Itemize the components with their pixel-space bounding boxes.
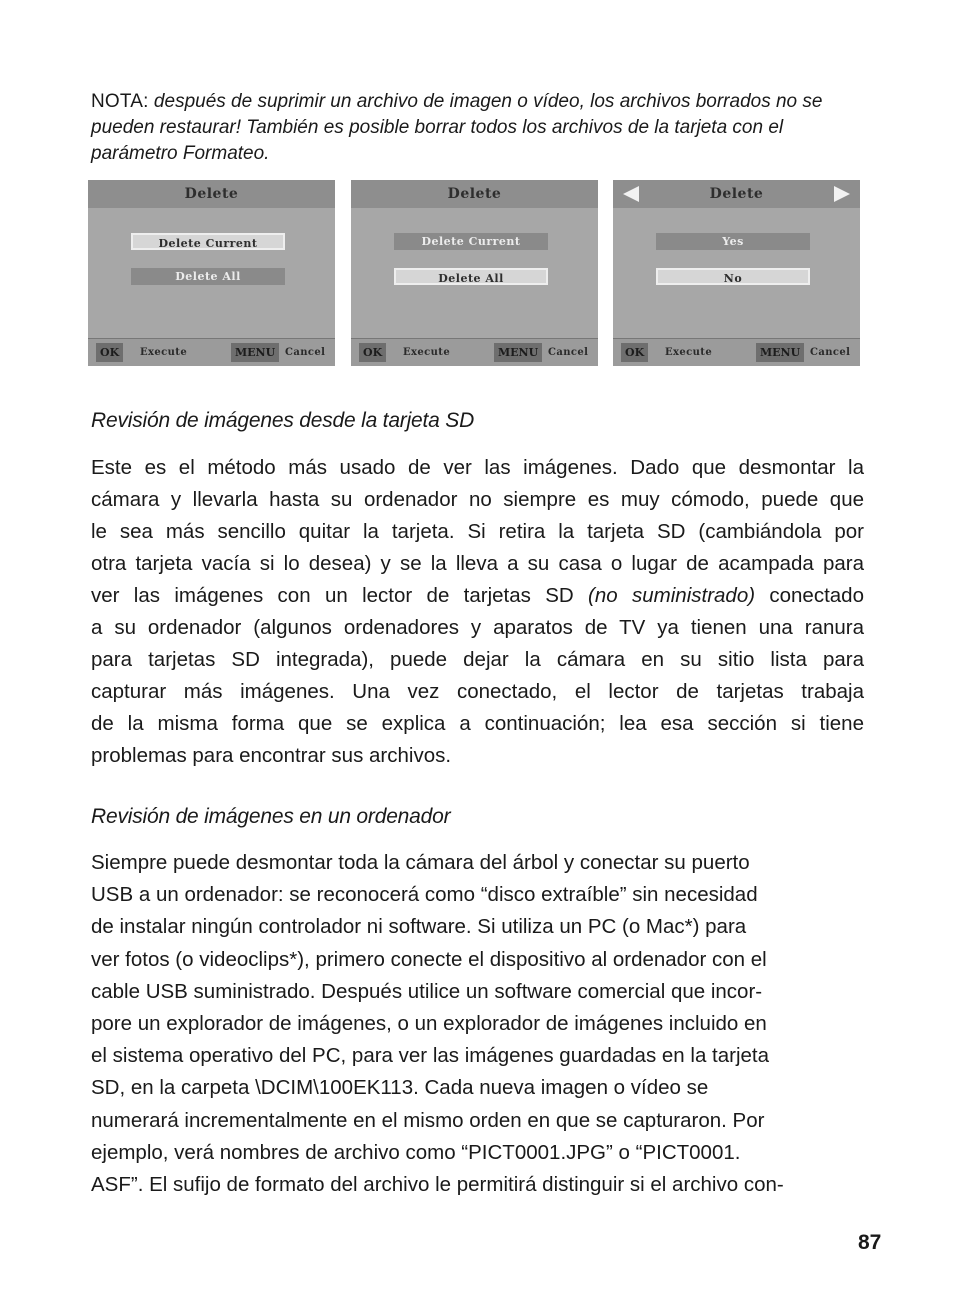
ok-key[interactable]: OK — [359, 343, 386, 362]
screen-title: Delete — [351, 180, 598, 208]
menu-key[interactable]: MENU — [756, 343, 804, 362]
text-line: de instalar ningún controlador ni software. Si utiliza un PC (o Mac*) para — [91, 915, 747, 939]
cancel-label: Cancel — [285, 347, 326, 358]
section-heading-sd: Revisión de imágenes desde la tarjeta SD — [91, 409, 475, 432]
text-line: ejemplo, verá nombres de archivo como “PICT0001.JPG” o “PICT0001. — [91, 1140, 741, 1164]
text-line: le sea más sencillo quitar la tarjeta. Si retira la tarjeta SD (cambiándola por — [91, 520, 864, 543]
menu-key[interactable]: MENU — [494, 343, 542, 362]
text-line: capturar más imágenes. Una vez conectado, el lector de tarjetas trabaja — [91, 680, 864, 703]
option-delete-current[interactable]: Delete Current — [394, 233, 548, 250]
screen-footer — [613, 338, 860, 366]
text-line: numerará incrementalmente en el mismo orden en que se capturaron. Por — [91, 1108, 765, 1132]
arrow-right-icon[interactable] — [834, 186, 850, 202]
text-italic-segment: (no suministrado) — [588, 584, 756, 607]
text-segment: ver las imágenes con un lector de tarjetas SD — [91, 584, 589, 607]
text-line: cable USB suministrado. Después utilice un software comercial que incor- — [91, 979, 763, 1003]
text-line: problemas para encontrar sus archivos. — [91, 744, 452, 767]
option-delete-current[interactable]: Delete Current — [131, 233, 285, 250]
delete-screen-3 — [613, 180, 860, 366]
text-line: Siempre puede desmontar toda la cámara del árbol y conectar su puerto — [91, 851, 750, 874]
option-delete-all[interactable]: Delete All — [394, 268, 548, 285]
option-yes[interactable]: Yes — [656, 233, 810, 250]
text-line: cámara y llevarla hasta su ordenador no siempre es muy cómodo, puede que — [91, 488, 864, 511]
execute-label: Execute — [140, 347, 188, 358]
screen-title: Delete — [88, 180, 335, 208]
execute-label: Execute — [665, 347, 713, 358]
page-number: 87 — [858, 1231, 882, 1254]
text-line: Este es el método más usado de ver las imágenes. Dado que desmontar la — [91, 456, 864, 479]
screen-footer — [351, 338, 598, 366]
screen-title: Delete — [613, 180, 860, 208]
text-line: para tarjetas SD integrada), puede dejar la cámara en su sitio lista para — [91, 648, 864, 671]
text-line: ver fotos (o videoclips*), primero conecte el dispositivo al ordenador con el — [91, 947, 767, 971]
text-segment: conectado — [755, 584, 864, 607]
execute-label: Execute — [403, 347, 451, 358]
note-label: NOTA: — [91, 91, 149, 112]
delete-screen-2 — [351, 180, 598, 366]
option-delete-all[interactable]: Delete All — [131, 268, 285, 285]
section-body-sd — [91, 452, 864, 772]
text-line: otra tarjeta vacía si lo desea) y se la lleva a su casa o lugar de acampada para — [91, 552, 864, 575]
ok-key[interactable]: OK — [96, 343, 123, 362]
delete-screen-1 — [88, 180, 335, 366]
text-line: SD, en la carpeta \DCIM\100EK113. Cada nueva imagen o vídeo se — [91, 1076, 709, 1100]
section-body-computer — [91, 847, 881, 1201]
note-paragraph — [91, 89, 866, 167]
cancel-label: Cancel — [548, 347, 589, 358]
option-no[interactable]: No — [656, 268, 810, 285]
screen-footer — [88, 338, 335, 366]
text-line: a su ordenador (algunos ordenadores y aparatos de TV ya tienen una ranura — [91, 616, 864, 639]
delete-screenshots — [88, 180, 860, 366]
text-line — [91, 580, 864, 612]
text-line: pore un explorador de imágenes, o un explorador de imágenes incluido en — [91, 1012, 767, 1036]
arrow-left-icon[interactable] — [623, 186, 639, 202]
ok-key[interactable]: OK — [621, 343, 648, 362]
text-line: ASF”. El sufijo de formato del archivo le permitirá distinguir si el archivo con- — [91, 1173, 784, 1197]
cancel-label: Cancel — [810, 347, 851, 358]
note-text: después de suprimir un archivo de imagen o vídeo, los archivos borrados no se pueden restaurar! También es posible borrar todos los archivos de la tarjeta con el parámetro Formateo. — [91, 91, 823, 164]
section-heading-computer: Revisión de imágenes en un ordenador — [91, 805, 451, 828]
text-line: el sistema operativo del PC, para ver las imágenes guardadas en la tarjeta — [91, 1044, 770, 1068]
menu-key[interactable]: MENU — [231, 343, 279, 362]
text-line: de la misma forma que se explica a continuación; lea esa sección si tiene — [91, 712, 864, 735]
text-line: USB a un ordenador: se reconocerá como “disco extraíble” sin necesidad — [91, 883, 758, 907]
